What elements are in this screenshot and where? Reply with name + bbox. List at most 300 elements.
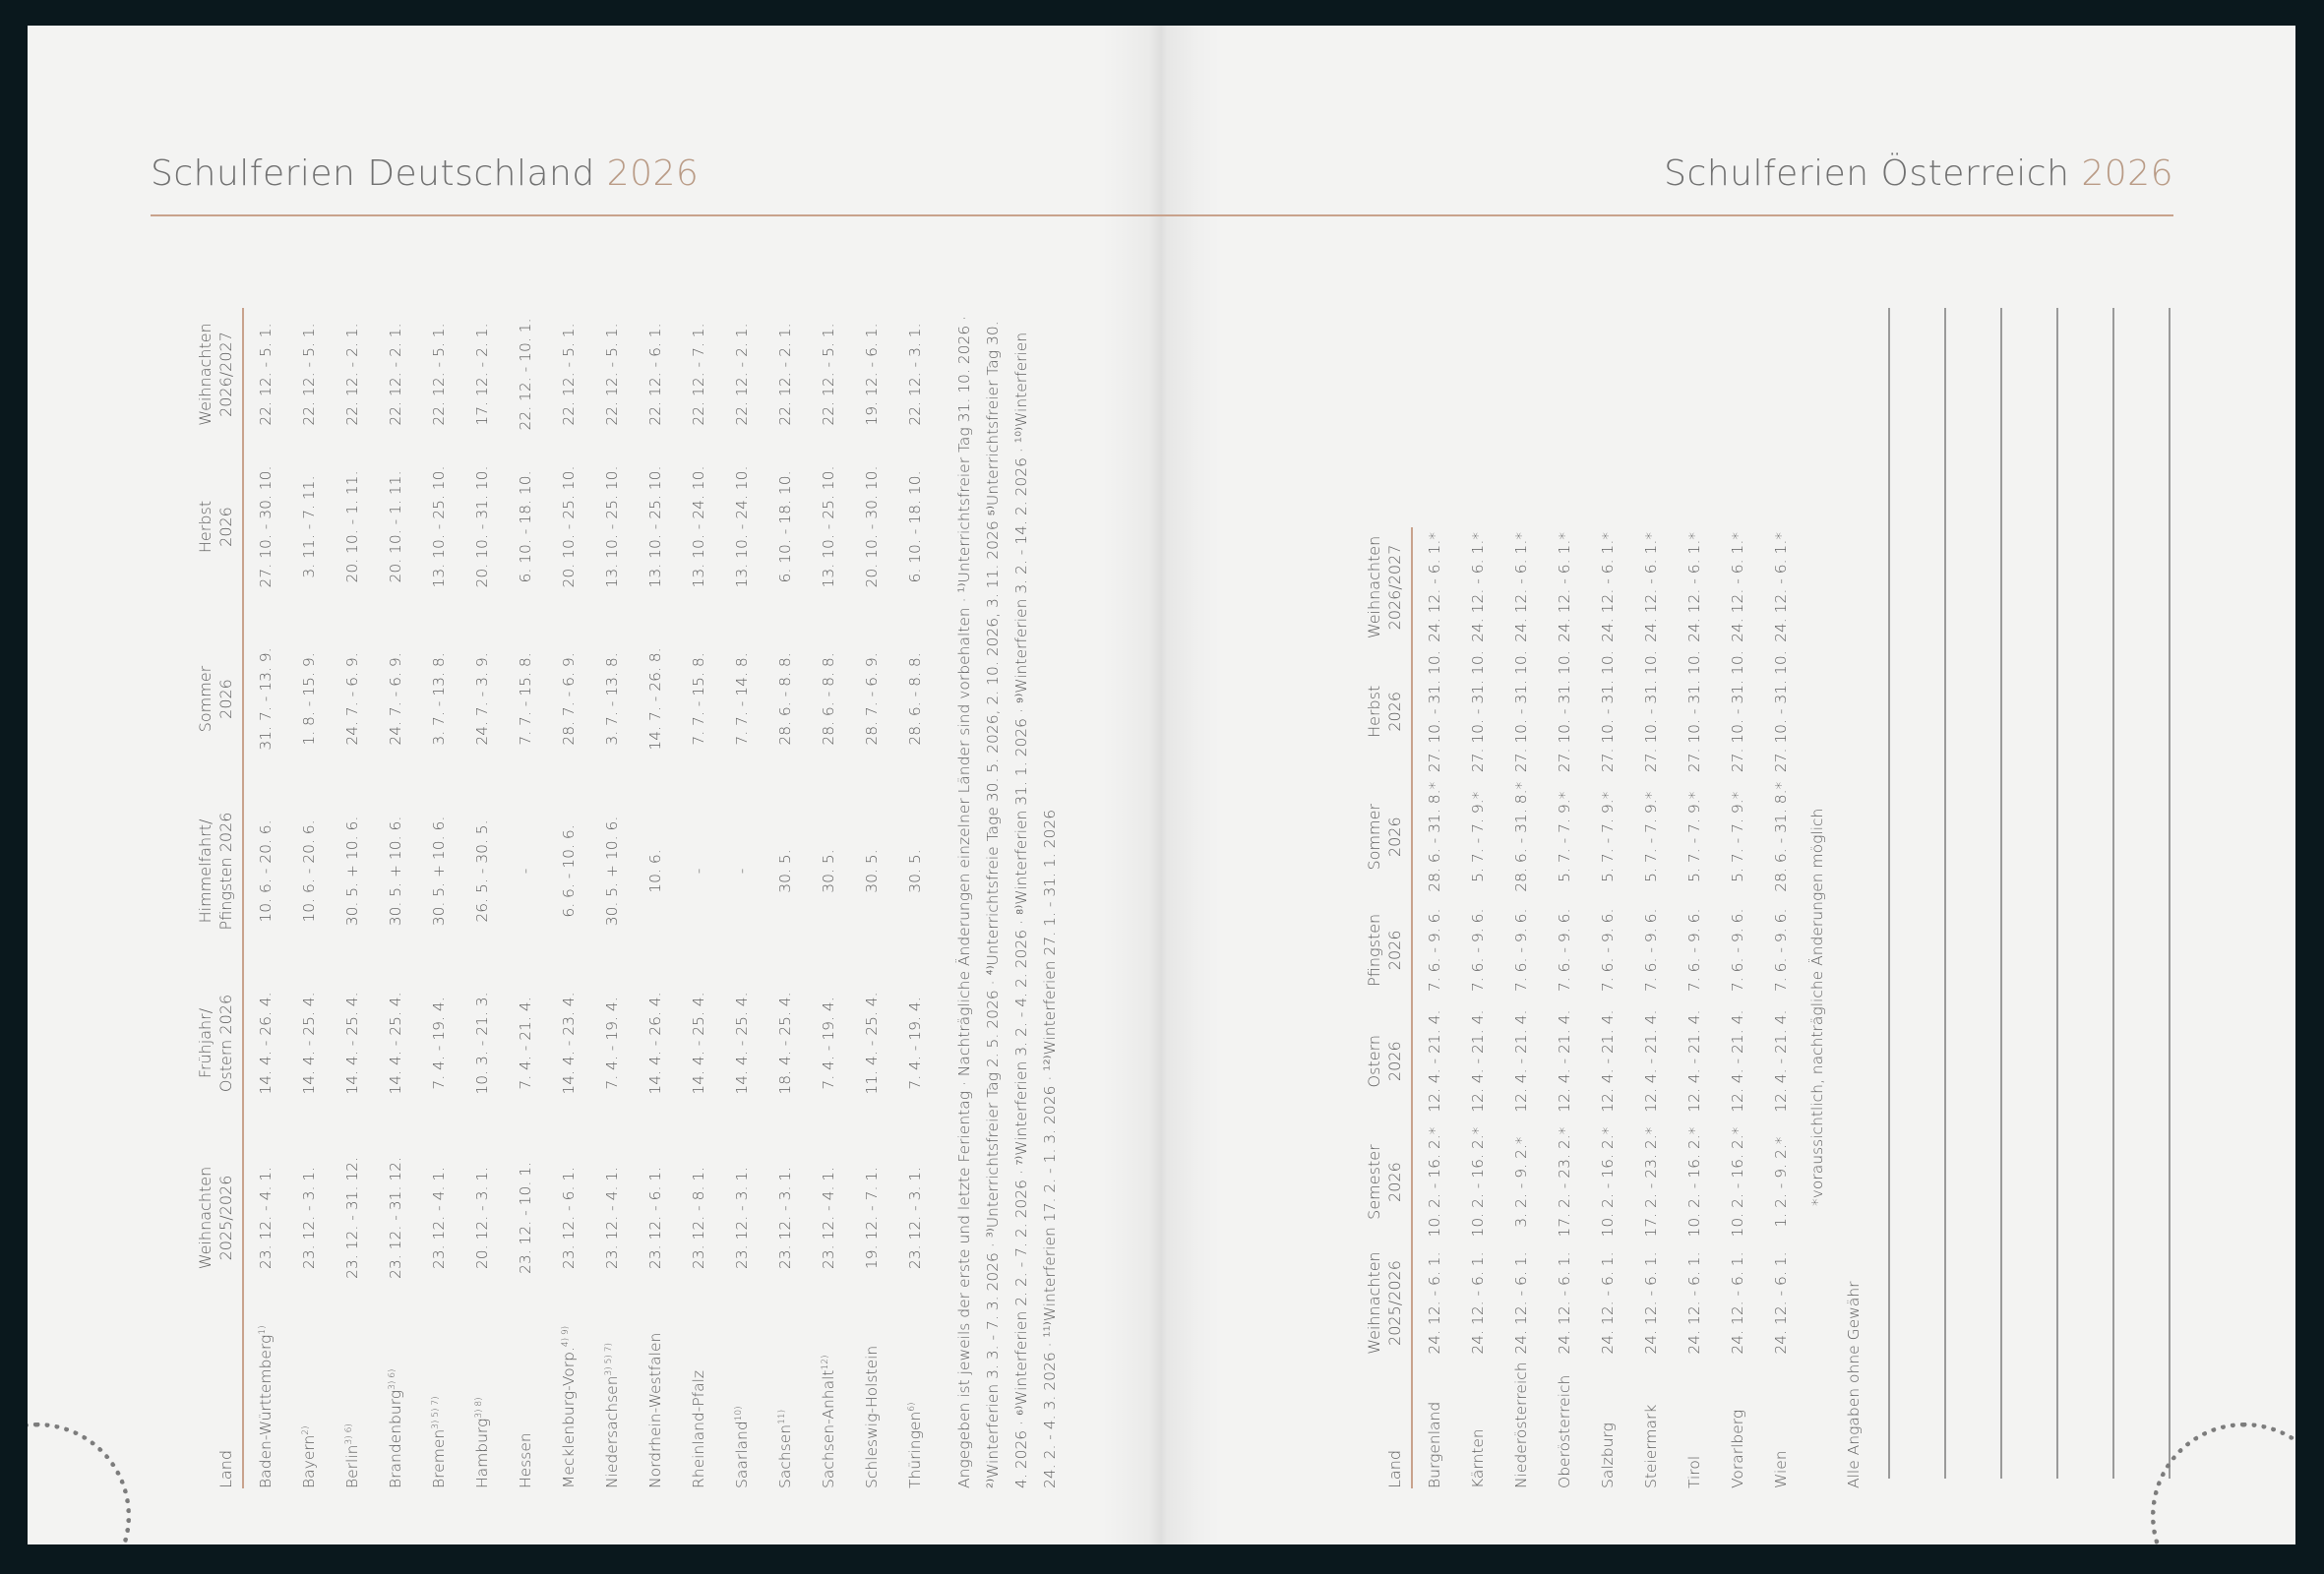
table-row <box>243 308 287 1488</box>
column-header <box>167 1306 243 1488</box>
holiday-date-cell: 14. 4. - 23. 4. <box>560 992 578 1095</box>
holiday-date-cell: 7. 6. - 9. 6. <box>1512 908 1530 993</box>
holiday-date-cell: 10. 2. - 16. 2.* <box>1685 1126 1703 1238</box>
column-header-line1: Weihnachten <box>1365 1251 1383 1355</box>
holiday-date-cell: 23. 12. - 4. 1. <box>820 1166 837 1270</box>
state-name: Hamburg <box>473 1418 491 1488</box>
holiday-date-cell: 12. 4. - 21. 4. <box>1729 1009 1746 1113</box>
state-name-cell <box>1543 1362 1586 1488</box>
holiday-date-cell: 23. 12. - 3. 1. <box>733 1166 751 1270</box>
holiday-date-cell: 20. 10. - 31. 10. <box>473 465 491 588</box>
holiday-date-cell: 14. 4. - 25. 4. <box>733 992 751 1095</box>
state-name: Vorarlberg <box>1729 1409 1746 1488</box>
column-header <box>167 957 243 1129</box>
holiday-date-cell: 24. 12. - 6. 1. <box>1426 1251 1443 1355</box>
column-header <box>1334 776 1412 898</box>
state-name-cell <box>893 1306 937 1488</box>
holiday-date-cell: 14. 4. - 26. 4. <box>257 992 275 1095</box>
austria-table-body <box>1412 527 1803 1488</box>
holiday-date-cell: 30. 5. + 10. 6. <box>430 816 448 927</box>
column-header <box>1334 1244 1412 1362</box>
column-header-line1: Sommer <box>1365 803 1383 871</box>
table-row <box>460 308 504 1488</box>
column-header <box>1334 527 1412 647</box>
state-name: Steiermark <box>1642 1404 1660 1488</box>
holiday-date-cell: 23. 12. - 3. 1. <box>906 1166 924 1270</box>
holiday-date-cell: 6. 6. - 10. 6. <box>560 824 578 918</box>
holiday-date-cell: 13. 10. - 25. 10. <box>603 465 621 588</box>
holiday-date-cell: 6. 10. - 18. 10. <box>517 470 534 583</box>
table-row <box>1456 527 1499 1488</box>
austria-title-text: Schulferien Österreich <box>1664 153 2070 194</box>
holiday-date-cell: 28. 6. - 31. 8.* <box>1512 781 1530 892</box>
state-name-cell <box>764 1306 807 1488</box>
holiday-date-cell: 28. 6. - 8. 8. <box>820 652 837 746</box>
column-header-line2: 2026 <box>1385 1041 1404 1082</box>
holiday-date-cell: 24. 12. - 6. 1. <box>1469 1251 1487 1355</box>
note-line <box>2056 308 2058 1479</box>
state-name-cell <box>547 1306 590 1488</box>
holiday-date-cell: 24. 12. - 6. 1.* <box>1599 531 1617 642</box>
holiday-date-cell: 23. 12. - 3. 1. <box>300 1166 318 1270</box>
column-header-line2: 2026 <box>1385 930 1404 971</box>
column-header <box>167 785 243 957</box>
state-name: Salzburg <box>1599 1423 1617 1488</box>
germany-footnotes: Angegeben ist jeweils der erste und letzte Ferientag · Nachträgliche Änderungen einzelner Länder sind vorbehalten · ¹⁾Unterrichtsfreier Tag 31. 10. 2026 · ²⁾Winterferien 3. 3. - 7. 3. 2026 · ³⁾Unterrichtsfreier Tag 2. 5. 2026 · ⁴⁾Unterrichtsfreie Tage 30. 5. 2026, 2. 10. 2026, 3. 11. 2026 ⁵⁾Unterrichtsfreier Tag 30. 4. 2026 · ⁶⁾Winterferien 2. 2. - 7. 2. 2026 · ⁷⁾Winterferien 3. 2. - 4. 2. 2026 · ⁸⁾Winterferien 31. 1. 2026 · ⁹⁾Winterferien 3. 2. - 14. 2. 2026 · ¹⁰⁾Winterferien 24. 2. - 4. 3. 2026 · ¹¹⁾Winterferien 17. 2. - 1. 3. 2026 · ¹²⁾Winterferien 27. 1. - 31. 1. 2026 <box>955 315 1059 1488</box>
germany-footnotes-rotated <box>950 308 1065 1488</box>
state-name: Kärnten <box>1469 1428 1487 1488</box>
holiday-date-cell: 24. 12. - 6. 1.* <box>1642 531 1660 642</box>
holiday-date-cell: 22. 12. - 5. 1. <box>560 323 578 426</box>
state-name-cell <box>1412 1362 1456 1488</box>
column-header <box>167 1129 243 1306</box>
column-header-line1: Land <box>216 1449 235 1488</box>
state-name: Saarland <box>733 1421 751 1488</box>
state-name-cell <box>460 1306 504 1488</box>
state-name: Sachsen <box>776 1423 794 1488</box>
holiday-date-cell: 13. 10. - 24. 10. <box>690 465 707 588</box>
holiday-date-cell: 13. 10. - 25. 10. <box>646 465 664 588</box>
holiday-date-cell: 24. 12. - 6. 1. <box>1556 1251 1573 1355</box>
column-header-line1: Weihnachten <box>196 323 214 426</box>
holiday-date-cell: 22. 12. - 2. 1. <box>733 323 751 426</box>
germany-holiday-table-rotated <box>167 308 937 1488</box>
holiday-date-cell: 22. 12. - 5. 1. <box>430 323 448 426</box>
holiday-date-cell: 28. 6. - 8. 8. <box>906 652 924 746</box>
holiday-date-cell: 23. 12. - 6. 1. <box>560 1166 578 1270</box>
holiday-date-cell: 20. 10. - 1. 11. <box>343 470 361 583</box>
table-row <box>547 308 590 1488</box>
column-header-line2: 2026/2027 <box>216 332 235 417</box>
note-line <box>2112 308 2114 1479</box>
holiday-date-cell: 7. 6. - 9. 6. <box>1772 908 1790 993</box>
column-header <box>1334 898 1412 1002</box>
note-line <box>2000 308 2002 1479</box>
holiday-date-cell: 12. 4. - 21. 4. <box>1426 1009 1443 1113</box>
holiday-date-cell: 22. 12. - 7. 1. <box>690 323 707 426</box>
holiday-date-cell: 1. 2. - 9. 2.* <box>1772 1136 1790 1228</box>
table-row <box>1716 527 1759 1488</box>
state-name-cell <box>850 1306 893 1488</box>
holiday-date-cell: - <box>733 868 751 875</box>
austria-asterisk-note-rotated <box>1804 809 1832 1206</box>
holiday-date-cell: 12. 4. - 21. 4. <box>1512 1009 1530 1113</box>
state-name-cell <box>590 1306 634 1488</box>
holiday-date-cell: 3. 7. - 13. 8. <box>603 652 621 746</box>
table-row <box>720 308 764 1488</box>
table-row <box>1543 527 1586 1488</box>
holiday-date-cell: 3. 7. - 13. 8. <box>430 652 448 746</box>
holiday-date-cell: 10. 2. - 16. 2.* <box>1426 1126 1443 1238</box>
holiday-date-cell: 31. 7. - 13. 9. <box>257 647 275 751</box>
table-row <box>677 308 720 1488</box>
holiday-date-cell: 7. 4. - 19. 4. <box>430 997 448 1090</box>
state-name-cell <box>1759 1362 1803 1488</box>
column-header-line2: 2025/2026 <box>1385 1260 1404 1346</box>
holiday-date-cell: 24. 7. - 6. 9. <box>343 652 361 746</box>
column-header-line2: 2026 <box>216 679 235 719</box>
state-name-cell <box>1586 1362 1629 1488</box>
holiday-date-cell: 12. 4. - 21. 4. <box>1642 1009 1660 1113</box>
state-name-cell <box>720 1306 764 1488</box>
holiday-date-cell: 23. 12. - 31. 12. <box>343 1157 361 1279</box>
holiday-date-cell: 3. 2. - 9. 2.* <box>1512 1136 1530 1228</box>
table-row <box>1412 527 1456 1488</box>
table-row <box>764 308 807 1488</box>
column-header-line1: Pfingsten <box>1365 913 1383 987</box>
state-name: Hessen <box>517 1432 534 1488</box>
holiday-date-cell: 30. 5. <box>906 849 924 893</box>
germany-title-text: Schulferien Deutschland <box>151 153 595 194</box>
state-name-cell <box>374 1306 417 1488</box>
holiday-date-cell: 24. 12. - 6. 1.* <box>1772 531 1790 642</box>
state-name-cell <box>504 1306 547 1488</box>
holiday-date-cell: 13. 10. - 25. 10. <box>820 465 837 588</box>
holiday-date-cell: 10. 6. - 20. 6. <box>257 819 275 923</box>
table-row <box>331 308 374 1488</box>
holiday-date-cell: 24. 12. - 6. 1.* <box>1685 531 1703 642</box>
holiday-date-cell: 5. 7. - 7. 9.* <box>1729 791 1746 882</box>
holiday-date-cell: 19. 12. - 7. 1. <box>863 1166 881 1270</box>
state-name: Wien <box>1772 1450 1790 1488</box>
holiday-date-cell: 22. 12. - 3. 1. <box>906 323 924 426</box>
holiday-date-cell: 3. 11. - 7. 11. <box>300 475 318 578</box>
holiday-date-cell: 14. 4. - 25. 4. <box>343 992 361 1095</box>
column-header <box>167 441 243 613</box>
holiday-date-cell: 24. 12. - 6. 1. <box>1599 1251 1617 1355</box>
state-name-cell <box>677 1306 720 1488</box>
holiday-date-cell: 1. 8. - 15. 9. <box>300 652 318 746</box>
holiday-date-cell: 5. 7. - 7. 9.* <box>1685 791 1703 882</box>
state-name: Baden-Württemberg <box>257 1334 275 1488</box>
state-name: Niederösterreich <box>1512 1362 1530 1488</box>
holiday-date-cell: 6. 10. - 18. 10. <box>776 470 794 583</box>
germany-table-body <box>243 308 937 1488</box>
column-header-line2: 2026 <box>1385 691 1404 732</box>
holiday-date-cell: 14. 4. - 25. 4. <box>690 992 707 1095</box>
footnote-ref: 3) 6) <box>343 1423 354 1445</box>
holiday-date-cell: 24. 12. - 6. 1. <box>1685 1251 1703 1355</box>
holiday-date-cell: 5. 7. - 7. 9.* <box>1642 791 1660 882</box>
state-name: Schleswig-Holstein <box>863 1345 881 1488</box>
table-row <box>1673 527 1716 1488</box>
state-name-cell <box>1456 1362 1499 1488</box>
table-row <box>504 308 547 1488</box>
state-name-cell <box>417 1306 460 1488</box>
holiday-date-cell: 10. 6. - 20. 6. <box>300 819 318 923</box>
holiday-date-cell: 27. 10. - 31. 10. <box>1469 650 1487 773</box>
holiday-date-cell: 26. 5. - 30. 5. <box>473 819 491 923</box>
holiday-date-cell: 7. 4. - 19. 4. <box>906 997 924 1090</box>
holiday-date-cell: 23. 12. - 3. 1. <box>776 1166 794 1270</box>
holiday-date-cell: 7. 6. - 9. 6. <box>1469 908 1487 993</box>
holiday-date-cell: 7. 6. - 9. 6. <box>1426 908 1443 993</box>
state-name: Sachsen-Anhalt <box>820 1369 837 1488</box>
state-name: Berlin <box>343 1444 361 1488</box>
state-name: Thüringen <box>906 1411 924 1488</box>
table-row <box>893 308 937 1488</box>
column-header <box>1334 1002 1412 1120</box>
holiday-date-cell: 27. 10. - 31. 10. <box>1685 650 1703 773</box>
holiday-date-cell: 7. 6. - 9. 6. <box>1729 908 1746 993</box>
austria-table-header <box>1334 527 1412 1488</box>
state-name-cell <box>1499 1362 1543 1488</box>
holiday-date-cell: 14. 7. - 26. 8. <box>646 647 664 751</box>
state-name-cell <box>1673 1362 1716 1488</box>
column-header-line1: Frühjahr/ <box>196 1007 214 1079</box>
column-header-line1: Land <box>1385 1449 1404 1488</box>
holiday-date-cell: 22. 12. - 2. 1. <box>387 323 404 426</box>
footnote-ref: 2) <box>300 1425 311 1435</box>
holiday-date-cell: 24. 12. - 6. 1.* <box>1556 531 1573 642</box>
column-header-line2: 2026 <box>1385 817 1404 858</box>
holiday-date-cell: 27. 10. - 31. 10. <box>1729 650 1746 773</box>
state-name: Mecklenburg-Vorp. <box>560 1347 578 1488</box>
holiday-date-cell: 27. 10. - 31. 10. <box>1512 650 1530 773</box>
table-row <box>634 308 677 1488</box>
holiday-date-cell: 22. 12. - 5. 1. <box>257 323 275 426</box>
austria-disclaimer: Alle Angaben ohne Gewähr <box>1845 1281 1863 1488</box>
state-name: Nordrhein-Westfalen <box>646 1332 664 1488</box>
holiday-date-cell: 23. 12. - 6. 1. <box>646 1166 664 1270</box>
holiday-date-cell: 22. 12. - 5. 1. <box>820 323 837 426</box>
germany-table-header <box>167 308 243 1488</box>
column-header-line1: Ostern <box>1365 1034 1383 1088</box>
holiday-date-cell: 30. 5. + 10. 6. <box>603 816 621 927</box>
holiday-date-cell: 24. 12. - 6. 1.* <box>1729 531 1746 642</box>
holiday-date-cell: 28. 6. - 31. 8.* <box>1772 781 1790 892</box>
holiday-date-cell: 14. 4. - 26. 4. <box>646 992 664 1095</box>
holiday-date-cell: 7. 4. - 21. 4. <box>517 997 534 1090</box>
footnote-ref: 6) <box>906 1402 917 1412</box>
column-header-line2: 2026/2027 <box>1385 544 1404 631</box>
footnote-ref: 3) 6) <box>387 1368 398 1390</box>
column-header <box>1334 1362 1412 1488</box>
holiday-date-cell: 14. 4. - 25. 4. <box>300 992 318 1095</box>
holiday-date-cell: 24. 12. - 6. 1. <box>1729 1251 1746 1355</box>
holiday-date-cell: 27. 10. - 31. 10. <box>1642 650 1660 773</box>
table-row <box>374 308 417 1488</box>
holiday-date-cell: 14. 4. - 25. 4. <box>387 992 404 1095</box>
column-header-line1: Herbst <box>1365 685 1383 738</box>
holiday-date-cell: 23. 12. - 8. 1. <box>690 1166 707 1270</box>
austria-holiday-table-rotated <box>1334 527 1803 1488</box>
holiday-date-cell: 12. 4. - 21. 4. <box>1469 1009 1487 1113</box>
holiday-date-cell: 10. 2. - 16. 2.* <box>1469 1126 1487 1238</box>
holiday-date-cell: 27. 10. - 31. 10. <box>1772 650 1790 773</box>
state-name-cell <box>1629 1362 1673 1488</box>
holiday-date-cell: 5. 7. - 7. 9.* <box>1556 791 1573 882</box>
table-row <box>850 308 893 1488</box>
holiday-date-cell: 12. 4. - 21. 4. <box>1685 1009 1703 1113</box>
table-row <box>1629 527 1673 1488</box>
holiday-date-cell: 7. 6. - 9. 6. <box>1556 908 1573 993</box>
state-name-cell <box>634 1306 677 1488</box>
column-header-line2: Pfingsten 2026 <box>216 812 235 931</box>
column-header-line1: Sommer <box>196 665 214 733</box>
holiday-date-cell: 12. 4. - 21. 4. <box>1772 1009 1790 1113</box>
header-rule <box>151 214 2173 216</box>
holiday-date-cell: 28. 7. - 6. 9. <box>560 652 578 746</box>
table-row <box>287 308 331 1488</box>
holiday-date-cell: 20. 10. - 1. 11. <box>387 470 404 583</box>
state-name-cell <box>243 1306 287 1488</box>
austria-disclaimer-rotated <box>1840 1281 1868 1488</box>
holiday-date-cell: 22. 12. - 5. 1. <box>300 323 318 426</box>
holiday-date-cell: 7. 4. - 19. 4. <box>820 997 837 1090</box>
holiday-date-cell: 24. 7. - 6. 9. <box>387 652 404 746</box>
footnote-ref: 3) 5) 7) <box>430 1396 441 1429</box>
holiday-date-cell: 30. 5. <box>776 849 794 893</box>
austria-holiday-table <box>1334 527 1803 1488</box>
holiday-date-cell: 13. 10. - 24. 10. <box>733 465 751 588</box>
holiday-date-cell: 6. 10. - 18. 10. <box>906 470 924 583</box>
holiday-date-cell: 7. 4. - 19. 4. <box>603 997 621 1090</box>
holiday-date-cell: 12. 4. - 21. 4. <box>1599 1009 1617 1113</box>
holiday-date-cell: 22. 12. - 10. 1. <box>517 318 534 431</box>
holiday-date-cell: 7. 6. - 9. 6. <box>1685 908 1703 993</box>
holiday-date-cell: 13. 10. - 25. 10. <box>430 465 448 588</box>
state-name: Bayern <box>300 1434 318 1488</box>
state-name-cell <box>1716 1362 1759 1488</box>
holiday-date-cell: 10. 6. <box>646 849 664 893</box>
holiday-date-cell: 17. 2. - 23. 2.* <box>1642 1126 1660 1238</box>
column-header <box>167 613 243 785</box>
state-name-cell <box>807 1306 850 1488</box>
holiday-date-cell: - <box>690 868 707 875</box>
column-header <box>167 308 243 441</box>
holiday-date-cell: 5. 7. - 7. 9.* <box>1469 791 1487 882</box>
table-row <box>1586 527 1629 1488</box>
holiday-date-cell: 27. 10. - 30. 10. <box>257 465 275 588</box>
holiday-date-cell: 7. 7. - 15. 8. <box>517 652 534 746</box>
germany-holiday-table <box>167 308 937 1488</box>
holiday-date-cell: 30. 5. + 10. 6. <box>387 816 404 927</box>
holiday-date-cell: 22. 12. - 6. 1. <box>646 323 664 426</box>
footnote-ref: 11) <box>776 1409 787 1424</box>
holiday-date-cell: 23. 12. - 4. 1. <box>257 1166 275 1270</box>
holiday-date-cell: 24. 7. - 3. 9. <box>473 652 491 746</box>
holiday-date-cell: 22. 12. - 2. 1. <box>776 323 794 426</box>
holiday-date-cell: 24. 12. - 6. 1.* <box>1426 531 1443 642</box>
holiday-date-cell: 23. 12. - 10. 1. <box>517 1161 534 1275</box>
column-header-line1: Himmelfahrt/ <box>196 818 214 924</box>
holiday-date-cell: - <box>517 868 534 875</box>
holiday-date-cell: 18. 4. - 25. 4. <box>776 992 794 1095</box>
holiday-date-cell: 12. 4. - 21. 4. <box>1556 1009 1573 1113</box>
holiday-date-cell: 23. 12. - 4. 1. <box>430 1166 448 1270</box>
holiday-date-cell: 7. 6. - 9. 6. <box>1642 908 1660 993</box>
holiday-date-cell: 28. 6. - 8. 8. <box>776 652 794 746</box>
footnote-ref: 12) <box>820 1355 830 1370</box>
column-header-line2: 2026 <box>216 507 235 547</box>
germany-title <box>151 153 699 194</box>
state-name: Niedersachsen <box>603 1375 621 1488</box>
holiday-date-cell: 5. 7. - 7. 9.* <box>1599 791 1617 882</box>
holiday-date-cell: 30. 5. + 10. 6. <box>343 816 361 927</box>
holiday-date-cell: 27. 10. - 31. 10. <box>1556 650 1573 773</box>
footnote-ref: 3) 8) <box>473 1397 484 1419</box>
holiday-date-cell: 27. 10. - 31. 10. <box>1426 650 1443 773</box>
column-header <box>1334 647 1412 776</box>
holiday-date-cell: 30. 5. <box>820 849 837 893</box>
open-planner-book <box>28 26 2295 1544</box>
state-name: Rheinland-Pfalz <box>690 1369 707 1488</box>
holiday-date-cell: 7. 7. - 14. 8. <box>733 652 751 746</box>
table-row <box>807 308 850 1488</box>
holiday-date-cell: 24. 12. - 6. 1.* <box>1512 531 1530 642</box>
holiday-date-cell: 20. 10. - 25. 10. <box>560 465 578 588</box>
holiday-date-cell: 10. 2. - 16. 2.* <box>1729 1126 1746 1238</box>
holiday-date-cell: 11. 4. - 25. 4. <box>863 992 881 1095</box>
column-header <box>1334 1120 1412 1244</box>
column-header-line2: 2026 <box>1385 1162 1404 1202</box>
table-row <box>1499 527 1543 1488</box>
state-name: Bremen <box>430 1428 448 1488</box>
holiday-date-cell: 10. 2. - 16. 2.* <box>1599 1126 1617 1238</box>
holiday-date-cell: 24. 12. - 6. 1. <box>1772 1251 1790 1355</box>
holiday-date-cell: 17. 12. - 2. 1. <box>473 323 491 426</box>
table-row <box>417 308 460 1488</box>
austria-title-year: 2026 <box>2081 153 2173 194</box>
table-row <box>1759 527 1803 1488</box>
note-line <box>1888 308 1890 1479</box>
state-name-cell <box>287 1306 331 1488</box>
table-row <box>590 308 634 1488</box>
note-line <box>2169 308 2171 1479</box>
holiday-date-cell: 24. 12. - 6. 1.* <box>1469 531 1487 642</box>
column-header-line1: Herbst <box>196 500 214 554</box>
note-line <box>1944 308 1946 1479</box>
holiday-date-cell: 20. 10. - 30. 10. <box>863 465 881 588</box>
holiday-date-cell: 23. 12. - 4. 1. <box>603 1166 621 1270</box>
column-header-line2: 2025/2026 <box>216 1175 235 1261</box>
holiday-date-cell: 28. 7. - 6. 9. <box>863 652 881 746</box>
footnote-ref: 3) 5) 7) <box>603 1343 614 1376</box>
holiday-date-cell: 7. 6. - 9. 6. <box>1599 908 1617 993</box>
footnote-ref: 10) <box>733 1406 744 1422</box>
holiday-date-cell: 10. 3. - 21. 3. <box>473 992 491 1095</box>
holiday-date-cell: 22. 12. - 5. 1. <box>603 323 621 426</box>
holiday-date-cell: 24. 12. - 6. 1. <box>1512 1251 1530 1355</box>
state-name: Burgenland <box>1426 1401 1443 1488</box>
holiday-date-cell: 7. 7. - 15. 8. <box>690 652 707 746</box>
holiday-date-cell: 20. 12. - 3. 1. <box>473 1166 491 1270</box>
germany-title-year: 2026 <box>606 153 700 194</box>
holiday-date-cell: 19. 12. - 6. 1. <box>863 323 881 426</box>
state-name: Oberösterreich <box>1556 1374 1573 1488</box>
footnote-ref: 1) <box>257 1325 268 1335</box>
